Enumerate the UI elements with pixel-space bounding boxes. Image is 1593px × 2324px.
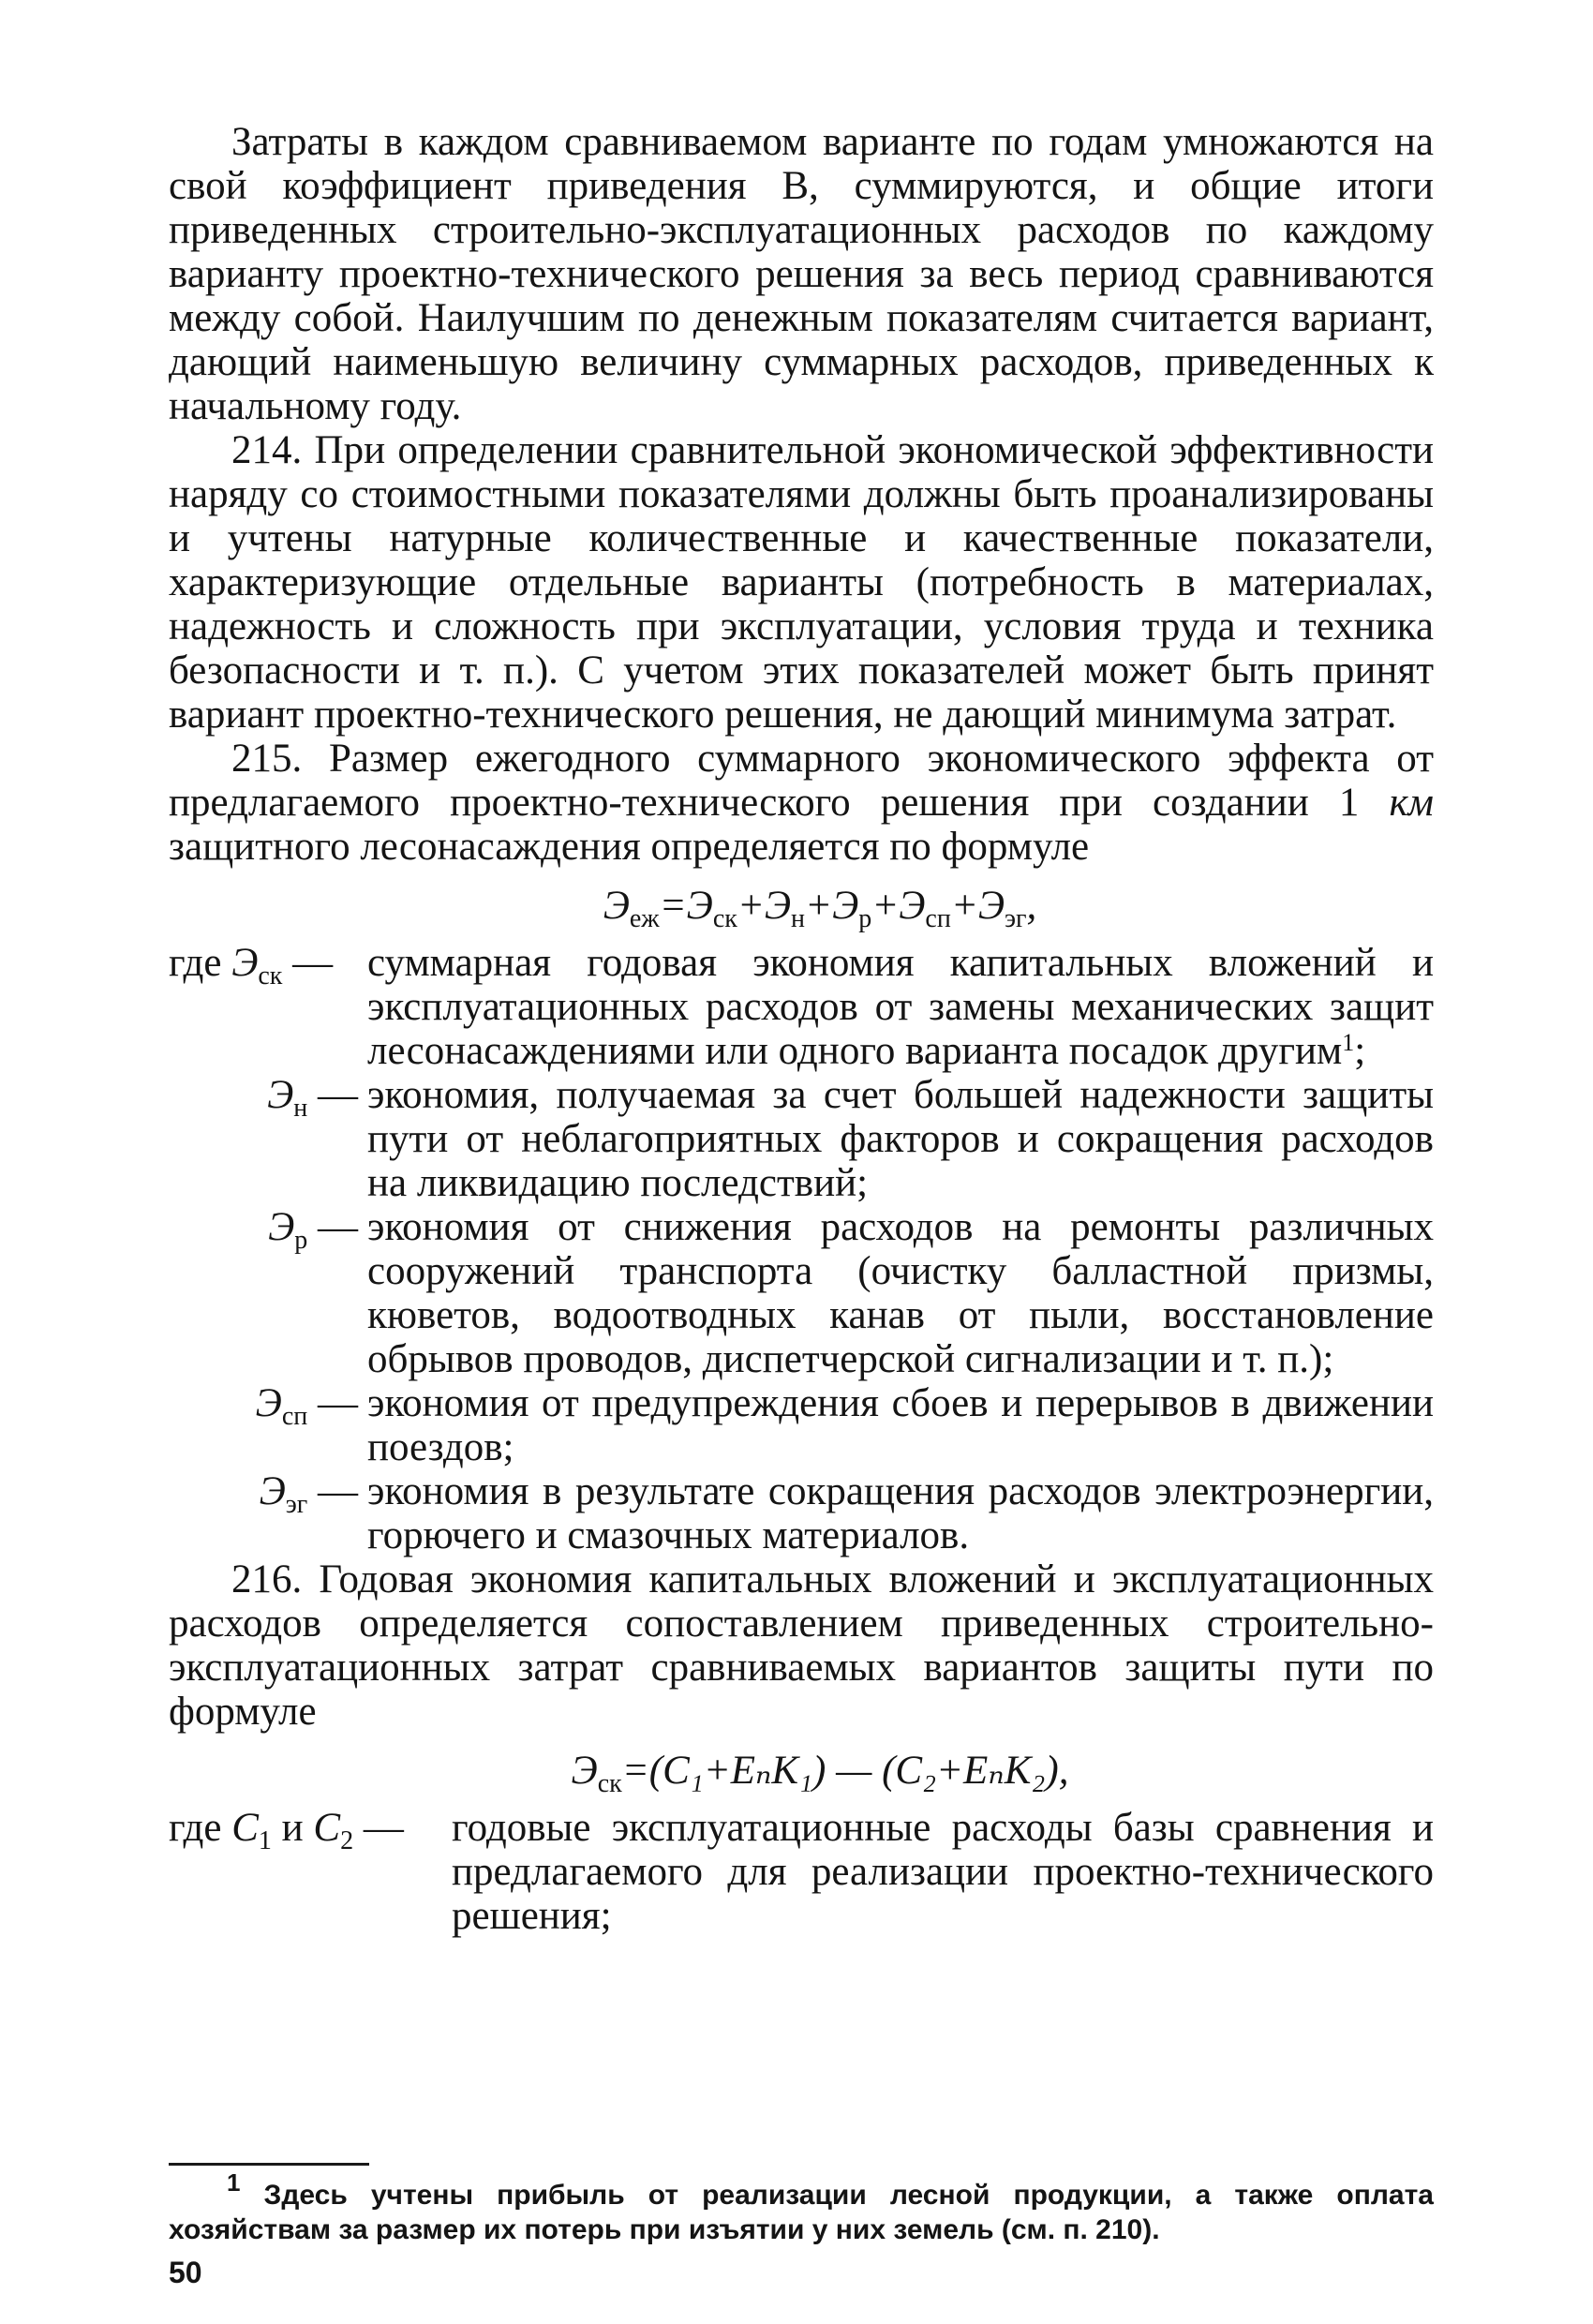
- definition-item: где $Э_{ск}$ — суммарная годовая экономия капитальных вложений и эксплуатационных расходов от замены механических защит лесонасаждениями или одного варианта посадок другим$^1$;: [169, 941, 1434, 1073]
- footnote-mark: 1: [227, 2168, 241, 2197]
- body-text: [169, 120, 1434, 1938]
- formula-definitions: [169, 941, 1434, 1557]
- definition-item: $Э_{сп}$ — экономия от предупреждения сбоев и перерывов в движении поездов;: [255, 1381, 1434, 1469]
- paragraph-215: [169, 737, 1434, 869]
- definition-costs: где $C_1$ и $C_2$ — годовые эксплуатационные расходы базы сравнения и предлагаемого для реализации проектно-технического решения;: [169, 1806, 1434, 1938]
- definition-item: $Э_н$ — экономия, получаемая за счет большей надежности защиты пути от неблагоприятных факторов и сокращения расходов на ликвидацию последствий;: [267, 1073, 1434, 1205]
- definition-item: $Э_р$ — экономия от снижения расходов на ремонты различных сооружений транспорта (очистку балластной призмы, кюветов, водоотводных канав от пыли, восстановление обрывов проводов, диспетчерской сигнализации и т. п.);: [268, 1205, 1434, 1381]
- formula-annual-effect: $Э_{еж}=Э_{ск}+Э_н+Э_р+Э_{сп}+Э_{эг}$,: [603, 884, 1037, 933]
- footnote-ref: 1: [1342, 1029, 1355, 1056]
- paragraph-215-part-b: защитного лесонасаждения определяется по формуле: [169, 825, 1090, 869]
- formula-savings: $Э_{ск}=(C_1+E_nK_1)$ — (C₂+EₙK₂),: [571, 1749, 1069, 1798]
- footnote-divider: [169, 2163, 369, 2166]
- paragraph-216: 216. Годовая экономия капитальных вложений и эксплуатационных расходов определяется сопоставлением приведенных строительно-эксплуатационных затрат сравниваемых вариантов защиты пути по формуле: [169, 1557, 1434, 1734]
- footnote: [169, 2168, 1434, 2247]
- paragraph-215-part-a: 215. Размер ежегодного суммарного экономического эффекта от предлагаемого проектно-технического решения при создании 1: [169, 737, 1434, 825]
- footnote-text: Здесь учтены прибыль от реализации лесной продукции, а также оплата хозяйствам за размер их потерь при изъятии у них земель (см. п. 210).: [169, 2180, 1434, 2245]
- page-number: 50: [169, 2256, 202, 2289]
- paragraph-214: 214. При определении сравнительной экономической эффективности наряду со стоимостными показателями должны быть проанализированы и учтены натурные количественные и качественные показатели, характеризующие отдельные варианты (потребность в материалах, надежность и сложность при эксплуатации, условия труда и техника безопасности и т. п.). С учетом этих показателей может быть принят вариант проектно-технического решения, не дающий минимума затрат.: [169, 428, 1434, 737]
- unit-km: км: [1389, 781, 1434, 825]
- paragraph-intro: Затраты в каждом сравниваемом варианте по годам умножаются на свой коэффициент приведения В, суммируются, и общие итоги приведенных строительно-эксплуатационных расходов по каждому варианту проектно-технического решения за весь период сравниваются между собой. Наилучшим по денежным показателям считается вариант, дающий наименьшую величину суммарных расходов, приведенных к начальному году.: [169, 120, 1434, 428]
- definition-item: $Э_{эг}$ — экономия в результате сокращения расходов электроэнергии, горючего и смазочных материалов.: [259, 1469, 1434, 1557]
